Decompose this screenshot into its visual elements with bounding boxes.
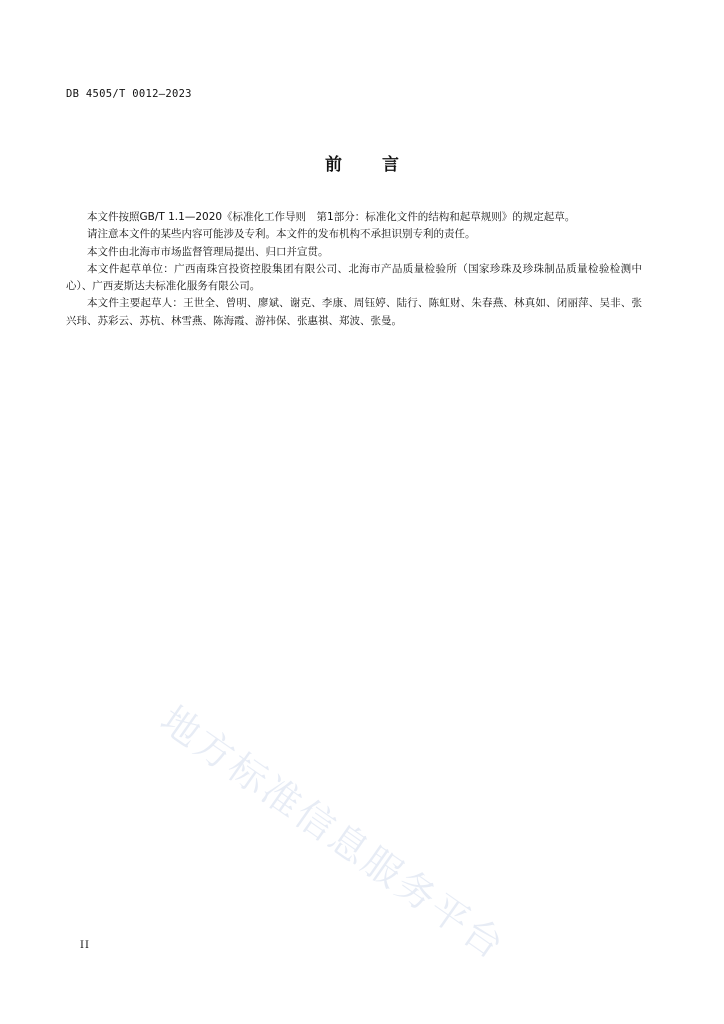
page-title: 前言 xyxy=(325,155,439,175)
document-code: DB 4505/T 0012—2023 xyxy=(66,88,192,100)
watermark: 地方标准信息服务平台 xyxy=(152,697,514,969)
paragraph-drafters: 本文件主要起草人：王世全、曾明、廖斌、谢克、李康、周钰婷、陆行、陈虹财、朱春燕、林真如、闭丽萍、吴非、张兴玮、苏彩云、苏杭、林雪燕、陈海霞、游祎保、张惠祺、郑波、张曼。 xyxy=(66,297,642,327)
page-number: II xyxy=(80,940,90,951)
paragraph-drafting-rules: 本文件按照GB/T 1.1—2020《标准化工作导则 第1部分：标准化文件的结构和起草规则》的规定起草。 xyxy=(87,211,576,223)
foreword-body xyxy=(66,209,642,330)
paragraph-patent-notice: 请注意本文件的某些内容可能涉及专利。本文件的发布机构不承担识别专利的责任。 xyxy=(87,228,476,241)
paragraph-proposer: 本文件由北海市市场监督管理局提出、归口并宣贯。 xyxy=(87,245,329,258)
paragraph-drafting-units: 本文件起草单位：广西南珠宫投资控股集团有限公司、北海市产品质量检验所（国家珍珠及珍珠制品质量检验检测中心）、广西麦斯达夫标准化服务有限公司。 xyxy=(66,262,642,293)
